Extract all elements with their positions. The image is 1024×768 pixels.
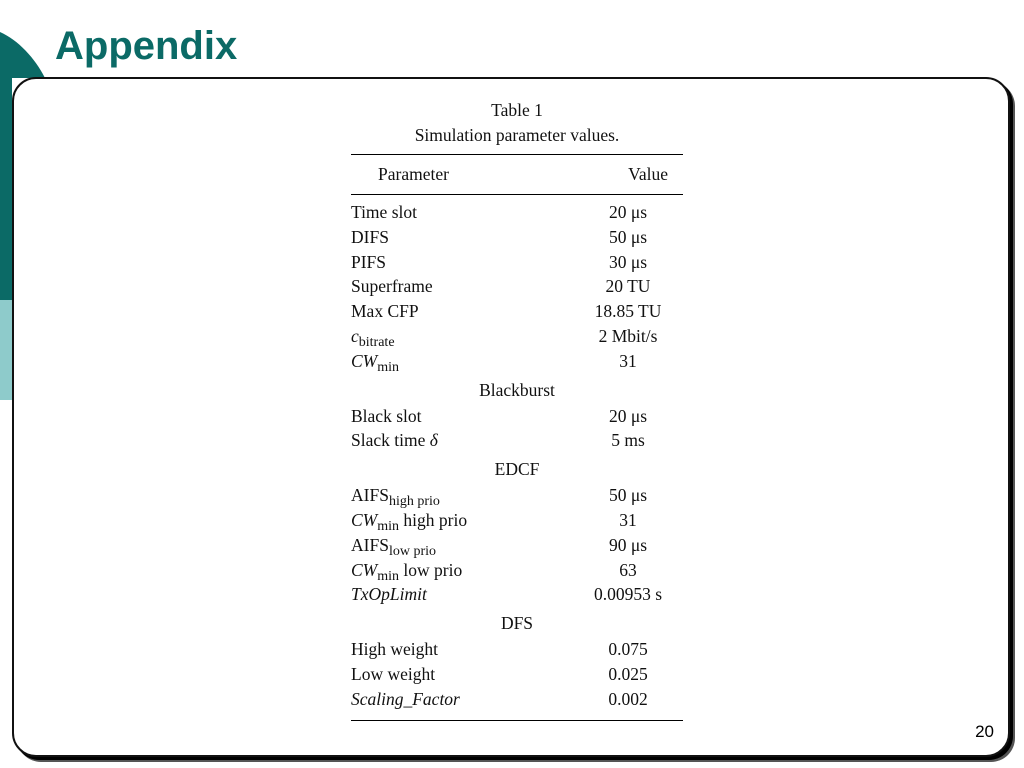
row-param: PIFS: [351, 251, 387, 272]
cw-symbol: CW: [351, 559, 378, 580]
row-value: 20 μs: [608, 202, 648, 222]
row-value: 31: [619, 350, 637, 371]
section-dfs: DFS: [500, 613, 534, 634]
aifs-prefix: AIFS: [351, 485, 389, 506]
row-value: 31: [619, 509, 637, 530]
section-edcf: EDCF: [494, 459, 540, 480]
table-label: Table 1: [491, 100, 543, 120]
row-value: 30 μs: [608, 251, 648, 272]
aifs-subscript: low prio: [388, 543, 436, 559]
row-value: 5 ms: [611, 430, 645, 451]
table-caption: Simulation parameter values.: [414, 125, 620, 145]
cw-suffix: low prio: [403, 559, 463, 580]
table-row: [351, 428, 683, 453]
table-header-row: [351, 155, 683, 194]
header-value: Value: [628, 164, 668, 184]
cw-symbol: CW: [351, 509, 378, 530]
table-row: [351, 637, 683, 662]
table-row: [351, 582, 683, 607]
c-subscript: bitrate: [358, 334, 395, 350]
table-row: [351, 225, 683, 250]
row-param: Scaling_Factor: [351, 688, 460, 709]
decoration-light-teal-shape: [0, 300, 12, 400]
table-header-rule: [351, 194, 683, 195]
row-value: 0.00953 s: [593, 584, 663, 605]
table-row: [351, 687, 683, 712]
table-bottom-rule: [351, 720, 683, 721]
cw-subscript: min: [377, 359, 400, 375]
row-value: 50 μs: [608, 226, 648, 247]
table-row: [351, 324, 683, 349]
parameter-table: [351, 98, 683, 721]
page-number: 20: [975, 722, 994, 741]
aifs-prefix: AIFS: [351, 534, 389, 555]
row-value: 50 μs: [608, 485, 648, 506]
slide-title: Appendix: [55, 24, 238, 68]
table-row: [351, 508, 683, 533]
table-row: [351, 404, 683, 429]
row-param: [351, 349, 399, 381]
row-value: 0.075: [608, 639, 648, 660]
row-param: Superframe: [351, 276, 433, 297]
table-row: [351, 200, 683, 225]
row-value: 63: [619, 559, 637, 580]
row-param: Time slot: [351, 202, 417, 222]
row-param: Max CFP: [351, 301, 419, 322]
slack-label: Slack time: [351, 430, 426, 451]
row-value: 0.025: [608, 663, 648, 684]
row-param: High weight: [351, 639, 439, 660]
row-param: Low weight: [351, 663, 436, 684]
header-parameter: Parameter: [378, 164, 449, 184]
aifs-subscript: high prio: [388, 494, 440, 510]
cw-subscript: min: [377, 518, 400, 534]
delta-symbol: δ: [429, 430, 438, 451]
cw-subscript: min: [377, 568, 400, 584]
row-value: 90 μs: [608, 534, 648, 555]
table-row: [351, 349, 683, 374]
table-row: [351, 533, 683, 558]
table-row: [351, 662, 683, 687]
row-param: Black slot: [351, 405, 422, 426]
cw-symbol: CW: [351, 350, 378, 371]
row-param: [351, 428, 438, 453]
section-blackburst: Blackburst: [479, 379, 555, 400]
row-value: 20 TU: [605, 276, 651, 297]
row-param: DIFS: [351, 226, 389, 247]
table-row: [351, 299, 683, 324]
row-value: 18.85 TU: [594, 301, 662, 322]
row-value: 0.002: [608, 688, 648, 709]
table-row: [351, 250, 683, 275]
row-value: 2 Mbit/s: [598, 325, 658, 346]
table-row: [351, 483, 683, 508]
row-value: 20 μs: [608, 405, 648, 426]
cw-suffix: high prio: [403, 509, 468, 530]
table-row: [351, 274, 683, 299]
c-symbol: c: [351, 325, 359, 346]
table-row: [351, 558, 683, 583]
row-param: TxOpLimit: [351, 584, 427, 605]
